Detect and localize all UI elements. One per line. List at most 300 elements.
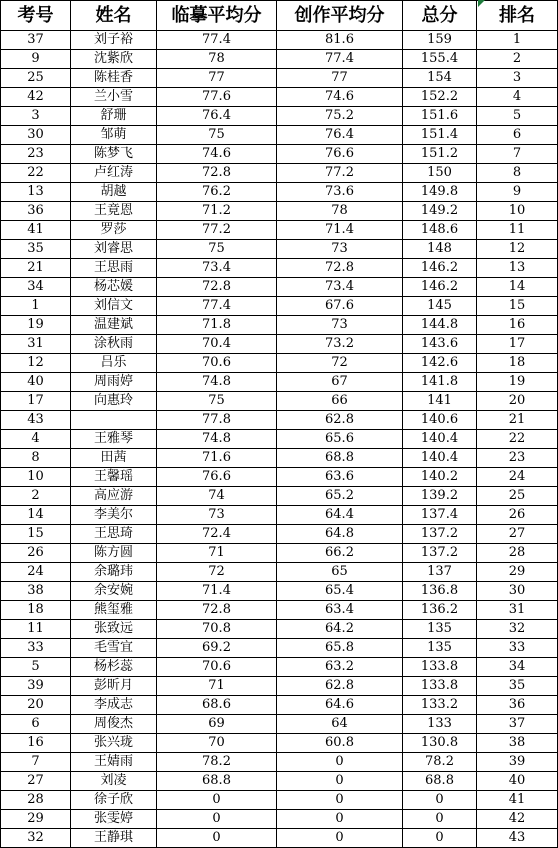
cell-total-score[interactable]: 136.8: [403, 582, 477, 601]
cell-name[interactable]: 王雅琴: [71, 430, 157, 449]
cell-copy-average[interactable]: 69.2: [157, 639, 277, 658]
cell-copy-average[interactable]: 71: [157, 544, 277, 563]
cell-name[interactable]: 熊玺雅: [71, 601, 157, 620]
cell-total-score[interactable]: 152.2: [403, 88, 477, 107]
cell-total-score[interactable]: 145: [403, 297, 477, 316]
cell-exam-number[interactable]: 43: [1, 411, 71, 430]
cell-rank[interactable]: 31: [477, 601, 558, 620]
cell-exam-number[interactable]: 30: [1, 126, 71, 145]
cell-rank[interactable]: 25: [477, 487, 558, 506]
cell-rank[interactable]: 32: [477, 620, 558, 639]
cell-rank[interactable]: 1: [477, 31, 558, 50]
cell-copy-average[interactable]: 73.4: [157, 259, 277, 278]
cell-creation-average[interactable]: 68.8: [277, 449, 403, 468]
cell-creation-average[interactable]: 72: [277, 354, 403, 373]
cell-exam-number[interactable]: 22: [1, 164, 71, 183]
cell-creation-average[interactable]: 67: [277, 373, 403, 392]
cell-creation-average[interactable]: 72.8: [277, 259, 403, 278]
cell-name[interactable]: 卢红涛: [71, 164, 157, 183]
cell-total-score[interactable]: 141: [403, 392, 477, 411]
cell-rank[interactable]: 15: [477, 297, 558, 316]
table-row: [1, 696, 558, 715]
table-row: [1, 278, 558, 297]
cell-rank[interactable]: 36: [477, 696, 558, 715]
cell-creation-average[interactable]: 63.2: [277, 658, 403, 677]
cell-exam-number[interactable]: 13: [1, 183, 71, 202]
cell-total-score[interactable]: 0: [403, 791, 477, 810]
table-row: [1, 563, 558, 582]
cell-exam-number[interactable]: 17: [1, 392, 71, 411]
cell-creation-average[interactable]: 60.8: [277, 734, 403, 753]
cell-total-score[interactable]: 140.6: [403, 411, 477, 430]
cell-rank[interactable]: 16: [477, 316, 558, 335]
cell-total-score[interactable]: 136.2: [403, 601, 477, 620]
cell-copy-average[interactable]: 71.6: [157, 449, 277, 468]
table-row: [1, 50, 558, 69]
table-row: [1, 354, 558, 373]
cell-total-score[interactable]: 133.2: [403, 696, 477, 715]
cell-rank[interactable]: 7: [477, 145, 558, 164]
cell-rank[interactable]: 2: [477, 50, 558, 69]
cell-exam-number[interactable]: 11: [1, 620, 71, 639]
cell-copy-average[interactable]: 72.8: [157, 164, 277, 183]
cell-name[interactable]: 田茜: [71, 449, 157, 468]
table-row: [1, 677, 558, 696]
cell-name[interactable]: 刘凌: [71, 772, 157, 791]
cell-total-score[interactable]: 137.4: [403, 506, 477, 525]
cell-total-score[interactable]: 133: [403, 715, 477, 734]
table-row: [1, 468, 558, 487]
cell-creation-average[interactable]: 62.8: [277, 411, 403, 430]
cell-creation-average[interactable]: 66: [277, 392, 403, 411]
cell-copy-average[interactable]: 0: [157, 791, 277, 810]
cell-rank[interactable]: 41: [477, 791, 558, 810]
table-row: [1, 183, 558, 202]
cell-copy-average[interactable]: 70.8: [157, 620, 277, 639]
cell-total-score[interactable]: 135: [403, 639, 477, 658]
cell-total-score[interactable]: 144.8: [403, 316, 477, 335]
cell-exam-number[interactable]: 14: [1, 506, 71, 525]
cell-name[interactable]: 毛雪宜: [71, 639, 157, 658]
cell-rank[interactable]: 10: [477, 202, 558, 221]
header-creation-average[interactable]: 创作平均分: [277, 1, 403, 31]
cell-creation-average[interactable]: 65: [277, 563, 403, 582]
cell-total-score[interactable]: 149.8: [403, 183, 477, 202]
table-row: [1, 506, 558, 525]
cell-name[interactable]: 李美尔: [71, 506, 157, 525]
cell-rank[interactable]: 9: [477, 183, 558, 202]
cell-rank[interactable]: 43: [477, 829, 558, 848]
cell-creation-average[interactable]: 64.8: [277, 525, 403, 544]
cell-exam-number[interactable]: 35: [1, 240, 71, 259]
cell-exam-number[interactable]: 19: [1, 316, 71, 335]
cell-copy-average[interactable]: 75: [157, 126, 277, 145]
table-row: [1, 164, 558, 183]
cell-creation-average[interactable]: 77: [277, 69, 403, 88]
cell-name[interactable]: 王思琦: [71, 525, 157, 544]
cell-copy-average[interactable]: 76.4: [157, 107, 277, 126]
cell-creation-average[interactable]: 0: [277, 753, 403, 772]
table-row: [1, 31, 558, 50]
cell-copy-average[interactable]: 70: [157, 734, 277, 753]
cell-name[interactable]: 余安婉: [71, 582, 157, 601]
header-name[interactable]: 姓名: [71, 1, 157, 31]
cell-exam-number[interactable]: 26: [1, 544, 71, 563]
table-row: [1, 145, 558, 164]
cell-exam-number[interactable]: 5: [1, 658, 71, 677]
cell-name[interactable]: 张兴珑: [71, 734, 157, 753]
cell-name[interactable]: 刘子裕: [71, 31, 157, 50]
cell-total-score[interactable]: 0: [403, 829, 477, 848]
cell-name[interactable]: 彭昕月: [71, 677, 157, 696]
cell-creation-average[interactable]: 64.2: [277, 620, 403, 639]
cell-total-score[interactable]: 78.2: [403, 753, 477, 772]
cell-total-score[interactable]: 140.2: [403, 468, 477, 487]
cell-exam-number[interactable]: 10: [1, 468, 71, 487]
cell-exam-number[interactable]: 23: [1, 145, 71, 164]
cell-exam-number[interactable]: 1: [1, 297, 71, 316]
cell-exam-number[interactable]: 7: [1, 753, 71, 772]
cell-rank[interactable]: 6: [477, 126, 558, 145]
cell-copy-average[interactable]: 77.4: [157, 31, 277, 50]
cell-copy-average[interactable]: 68.8: [157, 772, 277, 791]
cell-rank[interactable]: 27: [477, 525, 558, 544]
header-total-score[interactable]: 总分: [403, 1, 477, 31]
table-row: [1, 335, 558, 354]
cell-name[interactable]: 张雯婷: [71, 810, 157, 829]
cell-copy-average[interactable]: 78: [157, 50, 277, 69]
cell-copy-average[interactable]: 71.4: [157, 582, 277, 601]
cell-exam-number[interactable]: 20: [1, 696, 71, 715]
cell-creation-average[interactable]: 65.4: [277, 582, 403, 601]
cell-creation-average[interactable]: 71.4: [277, 221, 403, 240]
cell-copy-average[interactable]: 77.4: [157, 297, 277, 316]
cell-rank[interactable]: 5: [477, 107, 558, 126]
cell-copy-average[interactable]: 72: [157, 563, 277, 582]
cell-exam-number[interactable]: 32: [1, 829, 71, 848]
cell-creation-average[interactable]: 73.2: [277, 335, 403, 354]
cell-creation-average[interactable]: 0: [277, 791, 403, 810]
cell-exam-number[interactable]: 27: [1, 772, 71, 791]
table-row: [1, 221, 558, 240]
cell-name[interactable]: 邹萌: [71, 126, 157, 145]
cell-creation-average[interactable]: 65.6: [277, 430, 403, 449]
cell-creation-average[interactable]: 0: [277, 829, 403, 848]
cell-total-score[interactable]: 146.2: [403, 278, 477, 297]
cell-exam-number[interactable]: 24: [1, 563, 71, 582]
cell-rank[interactable]: 24: [477, 468, 558, 487]
table-row: [1, 658, 558, 677]
cell-name[interactable]: 李成志: [71, 696, 157, 715]
cell-total-score[interactable]: 133.8: [403, 658, 477, 677]
cell-rank[interactable]: 42: [477, 810, 558, 829]
cell-name[interactable]: 杨芯媛: [71, 278, 157, 297]
cell-exam-number[interactable]: 6: [1, 715, 71, 734]
table-row: [1, 639, 558, 658]
table-row: [1, 753, 558, 772]
cell-copy-average[interactable]: 78.2: [157, 753, 277, 772]
cell-name[interactable]: 周俊杰: [71, 715, 157, 734]
cell-creation-average[interactable]: 65.2: [277, 487, 403, 506]
cell-rank[interactable]: 13: [477, 259, 558, 278]
cell-exam-number[interactable]: 15: [1, 525, 71, 544]
cell-creation-average[interactable]: 73.4: [277, 278, 403, 297]
cell-copy-average[interactable]: 75: [157, 240, 277, 259]
cell-name[interactable]: 王竟恩: [71, 202, 157, 221]
cell-rank[interactable]: 8: [477, 164, 558, 183]
table-row: [1, 69, 558, 88]
cell-total-score[interactable]: 135: [403, 620, 477, 639]
cell-rank[interactable]: 34: [477, 658, 558, 677]
cell-exam-number[interactable]: 25: [1, 69, 71, 88]
cell-creation-average[interactable]: 65.8: [277, 639, 403, 658]
cell-rank[interactable]: 17: [477, 335, 558, 354]
cell-copy-average[interactable]: 74.8: [157, 373, 277, 392]
table-row: [1, 259, 558, 278]
cell-creation-average[interactable]: 78: [277, 202, 403, 221]
cell-exam-number[interactable]: 2: [1, 487, 71, 506]
cell-name[interactable]: 兰小雪: [71, 88, 157, 107]
table-row: [1, 544, 558, 563]
cell-name[interactable]: 陈梦飞: [71, 145, 157, 164]
cell-creation-average[interactable]: 63.4: [277, 601, 403, 620]
cell-creation-average[interactable]: 64.6: [277, 696, 403, 715]
cell-exam-number[interactable]: 18: [1, 601, 71, 620]
cell-rank[interactable]: 35: [477, 677, 558, 696]
cell-exam-number[interactable]: 42: [1, 88, 71, 107]
header-rank[interactable]: 排名: [477, 1, 558, 31]
cell-copy-average[interactable]: 71.8: [157, 316, 277, 335]
cell-rank[interactable]: 38: [477, 734, 558, 753]
cell-name[interactable]: 陈桂香: [71, 69, 157, 88]
cell-name[interactable]: 王思雨: [71, 259, 157, 278]
table-row: [1, 487, 558, 506]
cell-exam-number[interactable]: 4: [1, 430, 71, 449]
cell-copy-average[interactable]: 77.6: [157, 88, 277, 107]
table-row: [1, 88, 558, 107]
cell-creation-average[interactable]: 73.6: [277, 183, 403, 202]
cell-name[interactable]: 王馨瑶: [71, 468, 157, 487]
table-row: [1, 449, 558, 468]
cell-creation-average[interactable]: 0: [277, 772, 403, 791]
table-row: [1, 734, 558, 753]
cell-creation-average[interactable]: 0: [277, 810, 403, 829]
cell-total-score[interactable]: 151.2: [403, 145, 477, 164]
cell-exam-number[interactable]: 16: [1, 734, 71, 753]
table-row: [1, 620, 558, 639]
cell-total-score[interactable]: 148.6: [403, 221, 477, 240]
cell-copy-average[interactable]: 76.2: [157, 183, 277, 202]
cell-copy-average[interactable]: 70.4: [157, 335, 277, 354]
table-row: [1, 791, 558, 810]
cell-name[interactable]: 沈紫欣: [71, 50, 157, 69]
cell-total-score[interactable]: 0: [403, 810, 477, 829]
cell-exam-number[interactable]: 21: [1, 259, 71, 278]
cell-name[interactable]: 罗莎: [71, 221, 157, 240]
cell-exam-number[interactable]: 41: [1, 221, 71, 240]
cell-name[interactable]: 张致远: [71, 620, 157, 639]
cell-total-score[interactable]: 151.6: [403, 107, 477, 126]
cell-exam-number[interactable]: 29: [1, 810, 71, 829]
cell-copy-average[interactable]: 71: [157, 677, 277, 696]
cell-creation-average[interactable]: 74.6: [277, 88, 403, 107]
cell-rank[interactable]: 26: [477, 506, 558, 525]
cell-copy-average[interactable]: 69: [157, 715, 277, 734]
cell-name[interactable]: 吕乐: [71, 354, 157, 373]
cell-name[interactable]: 温建斌: [71, 316, 157, 335]
cell-copy-average[interactable]: 72.8: [157, 601, 277, 620]
cell-name[interactable]: 涂秋雨: [71, 335, 157, 354]
cell-creation-average[interactable]: 75.2: [277, 107, 403, 126]
cell-rank[interactable]: 14: [477, 278, 558, 297]
cell-name[interactable]: 周雨婷: [71, 373, 157, 392]
cell-total-score[interactable]: 137: [403, 563, 477, 582]
cell-total-score[interactable]: 140.4: [403, 430, 477, 449]
cell-total-score[interactable]: 159: [403, 31, 477, 50]
cell-name[interactable]: 胡越: [71, 183, 157, 202]
cell-total-score[interactable]: 151.4: [403, 126, 477, 145]
cell-copy-average[interactable]: 77: [157, 69, 277, 88]
cell-total-score[interactable]: 137.2: [403, 525, 477, 544]
cell-copy-average[interactable]: 74.6: [157, 145, 277, 164]
cell-name[interactable]: 王静琪: [71, 829, 157, 848]
cell-total-score[interactable]: 140.4: [403, 449, 477, 468]
cell-copy-average[interactable]: 0: [157, 829, 277, 848]
cell-copy-average[interactable]: 0: [157, 810, 277, 829]
cell-name[interactable]: 刘信文: [71, 297, 157, 316]
cell-exam-number[interactable]: 28: [1, 791, 71, 810]
cell-name[interactable]: 高应游: [71, 487, 157, 506]
table-row: [1, 715, 558, 734]
cell-rank[interactable]: 28: [477, 544, 558, 563]
cell-exam-number[interactable]: 12: [1, 354, 71, 373]
table-row: [1, 202, 558, 221]
cell-exam-number[interactable]: 38: [1, 582, 71, 601]
header-exam-number[interactable]: 考号: [1, 1, 71, 31]
cell-creation-average[interactable]: 76.6: [277, 145, 403, 164]
cell-exam-number[interactable]: 31: [1, 335, 71, 354]
cell-creation-average[interactable]: 66.2: [277, 544, 403, 563]
cell-copy-average[interactable]: 77.8: [157, 411, 277, 430]
cell-creation-average[interactable]: 62.8: [277, 677, 403, 696]
cell-total-score[interactable]: 68.8: [403, 772, 477, 791]
cell-rank[interactable]: 40: [477, 772, 558, 791]
cell-creation-average[interactable]: 63.6: [277, 468, 403, 487]
cell-rank[interactable]: 37: [477, 715, 558, 734]
table-row: [1, 430, 558, 449]
cell-total-score[interactable]: 148: [403, 240, 477, 259]
table-row: [1, 240, 558, 259]
cell-rank[interactable]: 30: [477, 582, 558, 601]
cell-copy-average[interactable]: 70.6: [157, 354, 277, 373]
cell-creation-average[interactable]: 77.2: [277, 164, 403, 183]
cell-total-score[interactable]: 143.6: [403, 335, 477, 354]
cell-rank[interactable]: 20: [477, 392, 558, 411]
cell-copy-average[interactable]: 76.6: [157, 468, 277, 487]
cell-exam-number[interactable]: 36: [1, 202, 71, 221]
cell-name[interactable]: 徐子欣: [71, 791, 157, 810]
table-row: [1, 582, 558, 601]
cell-creation-average[interactable]: 73: [277, 316, 403, 335]
cell-creation-average[interactable]: 67.6: [277, 297, 403, 316]
cell-exam-number[interactable]: 39: [1, 677, 71, 696]
cell-exam-number[interactable]: 33: [1, 639, 71, 658]
cell-total-score[interactable]: 146.2: [403, 259, 477, 278]
cell-exam-number[interactable]: 8: [1, 449, 71, 468]
cell-copy-average[interactable]: 77.2: [157, 221, 277, 240]
cell-total-score[interactable]: 130.8: [403, 734, 477, 753]
cell-total-score[interactable]: 150: [403, 164, 477, 183]
cell-total-score[interactable]: 137.2: [403, 544, 477, 563]
cell-rank[interactable]: 22: [477, 430, 558, 449]
cell-name[interactable]: 杨杉蕊: [71, 658, 157, 677]
cell-total-score[interactable]: 133.8: [403, 677, 477, 696]
cell-name[interactable]: 向惠玲: [71, 392, 157, 411]
cell-total-score[interactable]: 155.4: [403, 50, 477, 69]
cell-rank[interactable]: 21: [477, 411, 558, 430]
cell-exam-number[interactable]: 3: [1, 107, 71, 126]
cell-copy-average[interactable]: 75: [157, 392, 277, 411]
cell-copy-average[interactable]: 74.8: [157, 430, 277, 449]
cell-name[interactable]: 刘睿思: [71, 240, 157, 259]
cell-rank[interactable]: 33: [477, 639, 558, 658]
cell-copy-average[interactable]: 72.8: [157, 278, 277, 297]
cell-copy-average[interactable]: 74: [157, 487, 277, 506]
cell-rank[interactable]: 3: [477, 69, 558, 88]
cell-creation-average[interactable]: 64.4: [277, 506, 403, 525]
cell-rank[interactable]: 4: [477, 88, 558, 107]
cell-copy-average[interactable]: 73: [157, 506, 277, 525]
header-row: [1, 1, 558, 31]
cell-rank[interactable]: 18: [477, 354, 558, 373]
cell-exam-number[interactable]: 34: [1, 278, 71, 297]
cell-copy-average[interactable]: 70.6: [157, 658, 277, 677]
cell-copy-average[interactable]: 72.4: [157, 525, 277, 544]
cell-rank[interactable]: 39: [477, 753, 558, 772]
table-row: [1, 107, 558, 126]
cell-creation-average[interactable]: 77.4: [277, 50, 403, 69]
cell-name[interactable]: 王婧雨: [71, 753, 157, 772]
cell-total-score[interactable]: 149.2: [403, 202, 477, 221]
cell-creation-average[interactable]: 64: [277, 715, 403, 734]
cell-copy-average[interactable]: 71.2: [157, 202, 277, 221]
header-copy-average[interactable]: 临摹平均分: [157, 1, 277, 31]
cell-rank[interactable]: 12: [477, 240, 558, 259]
cell-total-score[interactable]: 141.8: [403, 373, 477, 392]
cell-creation-average[interactable]: 73: [277, 240, 403, 259]
cell-copy-average[interactable]: 68.6: [157, 696, 277, 715]
cell-exam-number[interactable]: 9: [1, 50, 71, 69]
cell-name[interactable]: 舒珊: [71, 107, 157, 126]
cell-total-score[interactable]: 142.6: [403, 354, 477, 373]
table-row: [1, 126, 558, 145]
cell-creation-average[interactable]: 81.6: [277, 31, 403, 50]
table-row: [1, 411, 558, 430]
cell-name[interactable]: 余璐玮: [71, 563, 157, 582]
cell-rank[interactable]: 29: [477, 563, 558, 582]
cell-rank[interactable]: 23: [477, 449, 558, 468]
cell-rank[interactable]: 19: [477, 373, 558, 392]
cell-exam-number[interactable]: 37: [1, 31, 71, 50]
table-row: [1, 810, 558, 829]
cell-total-score[interactable]: 139.2: [403, 487, 477, 506]
cell-rank[interactable]: 11: [477, 221, 558, 240]
cell-creation-average[interactable]: 76.4: [277, 126, 403, 145]
cell-total-score[interactable]: 154: [403, 69, 477, 88]
cell-name[interactable]: 陈方圆: [71, 544, 157, 563]
cell-name[interactable]: [71, 411, 157, 430]
cell-exam-number[interactable]: 40: [1, 373, 71, 392]
